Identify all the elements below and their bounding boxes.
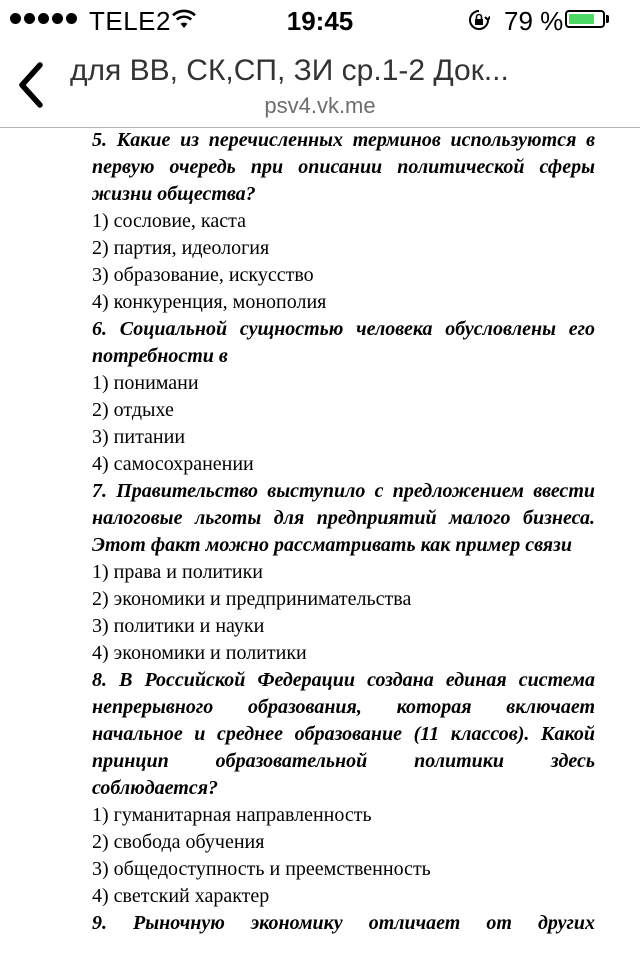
nav-bar (0, 40, 640, 128)
answer-option: 4) светский характер (92, 885, 270, 907)
document-content (92, 127, 595, 937)
answer-option: 3) политики и науки (92, 615, 265, 637)
answer-option: 4) экономики и политики (92, 642, 307, 664)
battery-icon (565, 10, 605, 28)
question-text: 7. Правительство выступило с предложением ввести налоговые льготы для предприятий малого бизнеса. Этот факт можно рассматривать как пример связи (92, 480, 595, 556)
answer-option: 3) питании (92, 426, 186, 448)
answer-option: 1) сословие, каста (92, 210, 246, 232)
answer-option: 1) понимани (92, 372, 199, 394)
answer-option: 2) свобода обучения (92, 831, 265, 853)
clock: 19:45 (286, 6, 354, 36)
status-bar (0, 0, 640, 40)
answer-option: 2) экономики и предпринимательства (92, 588, 412, 610)
question-text: 6. Социальной сущностью человека обусловлены его потребности в (92, 318, 595, 367)
answer-option: 2) партия, идеология (92, 237, 270, 259)
question-text: 5. Какие из перечисленных терминов используются в первую очередь при описании политической сферы жизни общества? (92, 129, 595, 205)
answer-option: 1) права и политики (92, 561, 263, 583)
answer-option: 4) самосохранении (92, 453, 254, 475)
page-title: для ВВ, СК,СП, ЗИ ср.1-2 Док... (70, 54, 509, 87)
question-text: 9. Рыночную экономику отличает от других (92, 912, 595, 934)
battery-level (569, 14, 594, 24)
page-url: psv4.vk.me (264, 93, 376, 118)
answer-option: 2) отдыхе (92, 399, 174, 421)
carrier-label: TELE2 (89, 6, 171, 36)
answer-option: 3) общедоступность и преемственность (92, 858, 431, 880)
orientation-lock-icon (468, 9, 490, 31)
answer-option: 1) гуманитарная направленность (92, 804, 372, 826)
battery-percent: 79 % (504, 6, 564, 36)
answer-option: 4) конкуренция, монополия (92, 291, 327, 313)
question-text: 8. В Российской Федерации создана единая система непрерывного образования, которая включает начальное и среднее образование (11 классов). Какой принцип образовательной политики здесь соблюдается? (92, 669, 595, 799)
battery-tip (606, 15, 609, 23)
answer-option: 3) образование, искусство (92, 264, 314, 286)
